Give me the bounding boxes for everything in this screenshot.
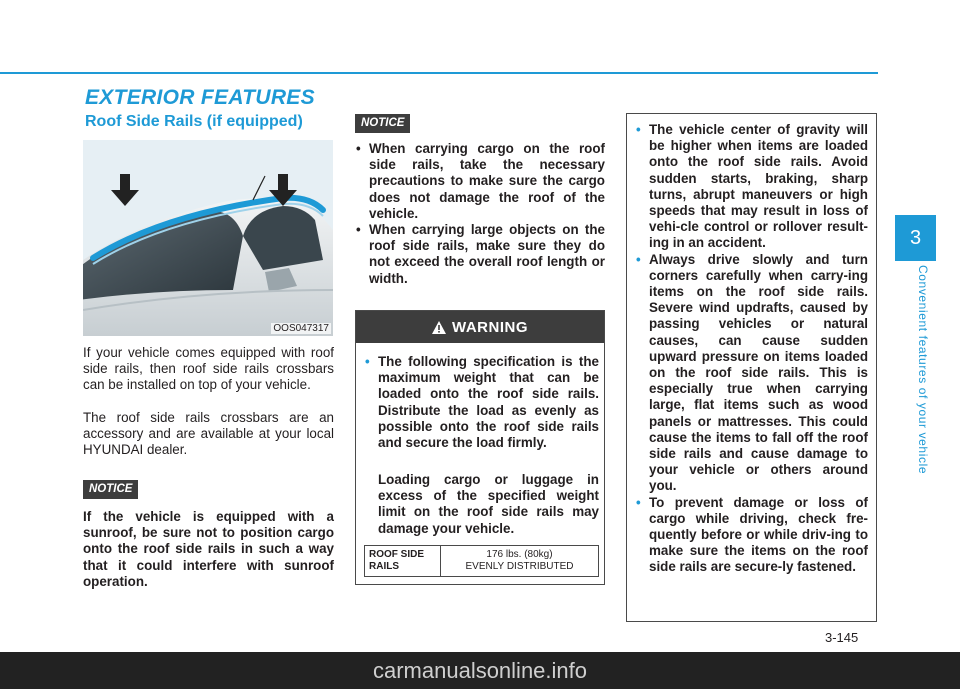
notice-label-left: NOTICE [83,480,138,499]
car-roof-image [83,140,333,336]
right-warning-box [626,113,877,622]
intro-paragraph: If your vehicle comes equipped with roof side rails, then roof side rails crossbars can be installed on top of your vehicle. [83,345,334,393]
cargo-notice-list [355,141,605,287]
spec-label: ROOF SIDE RAILS [365,546,441,576]
figure-code: OOS047317 [273,323,329,334]
list-item: • When carrying large objects on the roof side rails, make sure they do not exceed the overall roof length or width. [356,222,605,286]
roof-rails-illustration [83,140,333,336]
spec-distribution: EVENLY DISTRIBUTED [465,561,574,572]
spec-table [364,545,599,577]
spec-weight: 176 lbs. (80kg) [486,549,553,560]
warning-triangle-icon [432,321,446,334]
header-rule [0,72,878,74]
watermark: carmanualsonline.info [0,652,960,689]
spec-value [441,546,598,576]
list-item: • The following specification is the maximum weight that can be loaded onto the roof side rails. Distribute the load as evenly as possible onto the roof side rails and secure the load firmly. [365,354,599,451]
chapter-tab: 3 [895,215,936,261]
warning-header [356,311,604,343]
chapter-title: Convenient features of your vehicle [916,265,930,475]
warning-paragraph: Loading cargo or luggage in excess of the specified weight limit on the roof side rails may damage your vehicle. [378,472,599,536]
warning-label: WARNING [452,318,528,336]
warning-list [364,354,599,451]
list-item: • The vehicle center of gravity will be higher when items are loaded onto the roof side rails. Avoid sudden starts, braking, sharp turns, abrupt maneuvers or high speeds that may result in loss of vehi-cle control or rollover result-ing in an accident. [636,122,868,251]
list-item: • To prevent damage or loss of cargo while driving, check fre-quently before or while driv-ing to make sure the items on the roof side rails are secure-ly fastened. [636,494,868,575]
right-warning-list [635,122,868,576]
list-item: • Always drive slowly and turn corners carefully when carry-ing items on the roof side rails. Severe wind updrafts, caused by passing vehicles or natural causes, can cause sudden upward pressure on items loaded on the roof side rails. This is especially true when carrying large, flat items such as wood panels or mattresses. This could cause the items to fall off the roof side rails and cause damage to your vehicle or others around you. [636,251,868,494]
warning-box [355,310,605,585]
page-number: 3-145 [825,630,859,645]
sunroof-notice: If the vehicle is equipped with a sunroof, be sure not to position cargo onto the roof side rails in such a way that it could interfere with sunroof operation. [83,509,334,589]
list-item: • When carrying cargo on the roof side rails, take the necessary precautions to make sure the cargo does not damage the roof of the vehicle. [356,141,605,221]
accessory-paragraph: The roof side rails crossbars are an accessory and are available at your local HYUNDAI dealer. [83,410,334,458]
section-title: EXTERIOR FEATURES [85,86,315,109]
roof-rails-title: Roof Side Rails (if equipped) [85,113,303,130]
notice-label-middle: NOTICE [355,114,410,133]
